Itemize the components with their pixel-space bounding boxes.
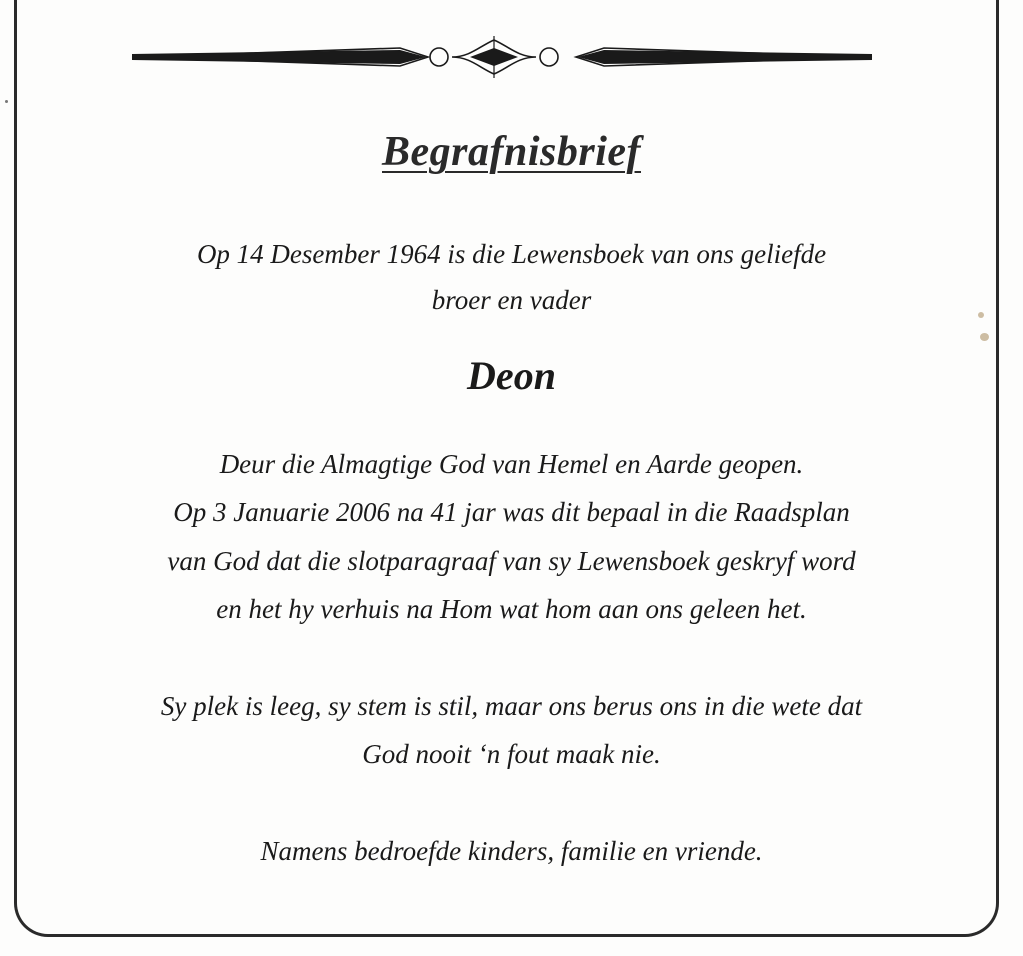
paper-speck (5, 100, 8, 103)
closing-line: Namens bedroefde kinders, familie en vriende. (260, 836, 763, 866)
body-line-3: van God dat die slotparagraaf van sy Lewensboek geskryf word (167, 546, 856, 576)
intro-line-2: broer en vader (431, 285, 592, 315)
body-line-4: en het hy verhuis na Hom wat hom aan ons geleen het. (216, 594, 807, 624)
decorative-ornament-divider-icon (130, 34, 874, 80)
intro-line-1: Op 14 Desember 1964 is die Lewensboek van ons geliefde (196, 239, 827, 269)
comfort-line-2: God nooit ‘n fout maak nie. (362, 739, 661, 769)
body-line-1: Deur die Almagtige God van Hemel en Aarde geopen. (219, 449, 804, 479)
page-title: Begrafnisbrief (382, 129, 641, 175)
comfort-line-1: Sy plek is leeg, sy stem is stil, maar ons berus ons in die wete dat (160, 691, 863, 721)
deceased-name: Deon (467, 353, 556, 398)
paper-speck (980, 333, 989, 341)
body-line-2: Op 3 Januarie 2006 na 41 jar was dit bepaal in die Raadsplan (173, 497, 850, 527)
